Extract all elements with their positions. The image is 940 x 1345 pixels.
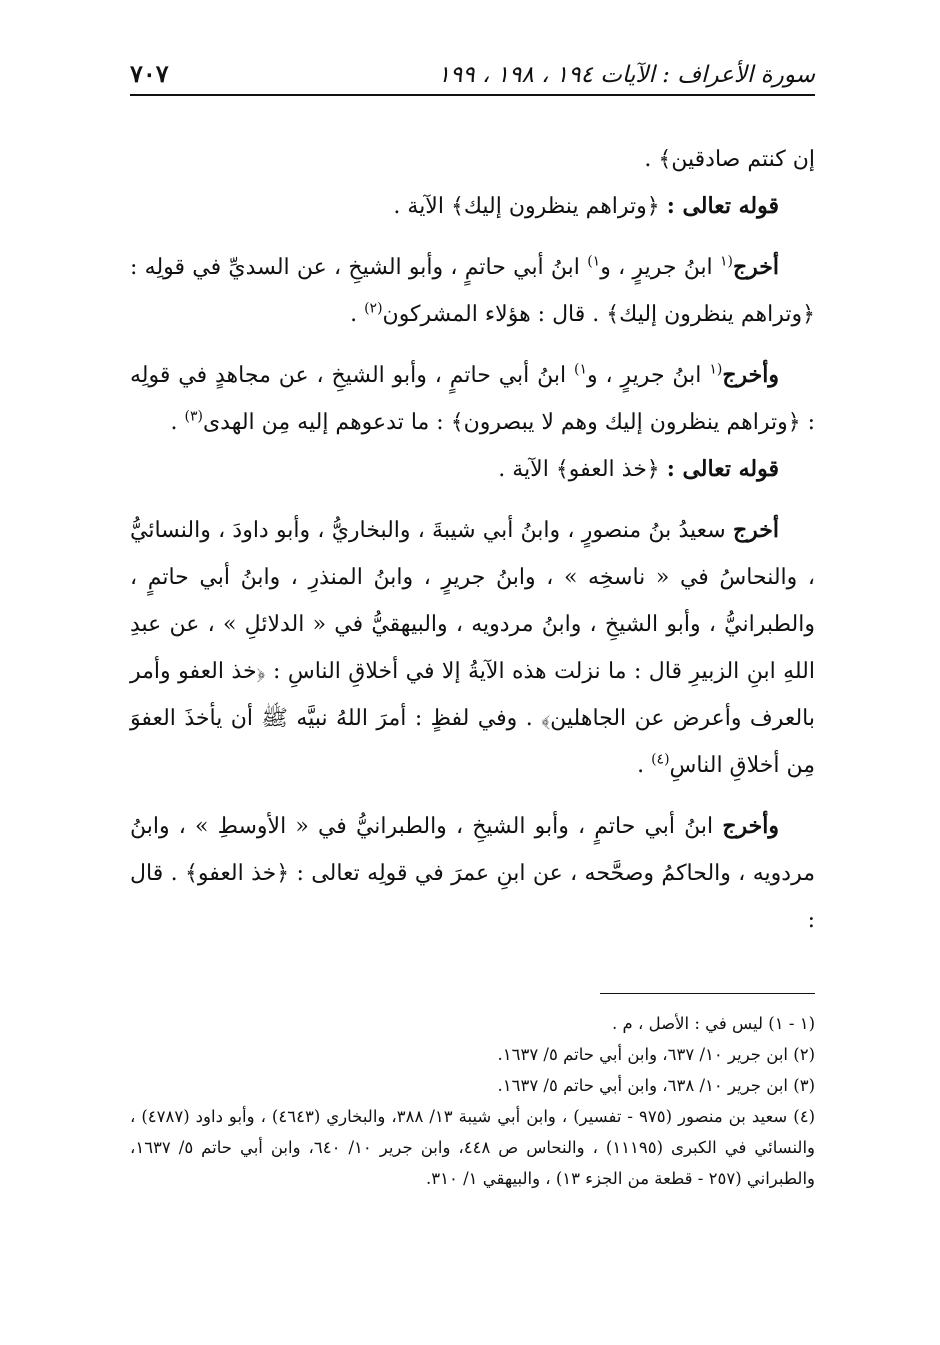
footnote-marker-1-open: (١ bbox=[719, 253, 733, 270]
footnote-divider bbox=[600, 993, 815, 994]
paragraph-6 bbox=[130, 507, 815, 789]
footnote-marker-1-close: ١) bbox=[587, 253, 601, 270]
footnote-marker-1-close-b: ١) bbox=[574, 361, 588, 378]
paragraph-4 bbox=[130, 352, 815, 446]
paragraph-4-text-c: . bbox=[170, 410, 185, 435]
footnote-marker-2: (٢) bbox=[364, 300, 383, 317]
paragraph-6-text-b: . bbox=[637, 753, 652, 778]
paragraph-3-lead: أخرج bbox=[732, 254, 779, 280]
page-number: ٧٠٧ bbox=[130, 59, 169, 88]
paragraph-6-text-a: سعيدُ بنُ منصورٍ ، وابنُ أبي شيبةَ ، والبخاريُّ ، وأبو داودَ ، والنسائيُّ ، والنحاسُ في « ناسخِه » ، وابنُ جريرٍ ، وابنُ المنذرِ ، وابنُ أبي حاتمٍ ، والطبرانيُّ ، وأبو الشيخِ ، وابنُ مردويه ، والبيهقيُّ في « الدلائلِ » ، عن عبدِ اللهِ ابنِ الزبيرِ قال : ما نزلت هذه الآيةُ إلا في أخلاقِ الناسِ : ﴿خذ العفو وأمر بالعرف وأعرض عن الجاهلين﴾ . وفي لفظٍ : أمرَ اللهُ نبيَّه ﷺ أن يأخذَ العفوَ مِن أخلاقِ الناسِ bbox=[130, 518, 815, 778]
page-header bbox=[130, 52, 815, 96]
paragraph-6-lead: أخرج bbox=[732, 517, 779, 543]
paragraph-7 bbox=[130, 803, 815, 944]
footnotes bbox=[130, 1008, 815, 1194]
paragraph-2 bbox=[130, 183, 815, 230]
footnote-marker-4: (٤) bbox=[651, 751, 670, 768]
main-text bbox=[130, 136, 815, 944]
paragraph-5 bbox=[130, 446, 815, 493]
paragraph-7-text: ابنُ أبي حاتمٍ ، وأبو الشيخِ ، والطبرانيُّ في « الأوسطِ » ، وابنُ مردويه ، والحاكمُ وصحَّحه ، عن ابنِ عمرَ في قولِه تعالى : ﴿خذ العفو﴾ . قال : bbox=[130, 814, 815, 933]
paragraph-5-lead: قوله تعالى : bbox=[666, 456, 779, 482]
paragraph-3-text-a: ابنُ جريرٍ ، و bbox=[600, 255, 720, 280]
footnote-marker-3: (٣) bbox=[184, 408, 203, 425]
paragraph-4-text-b: ابنُ أبي حاتمٍ ، وأبو الشيخِ ، عن مجاهدٍ في قولِه : ﴿وتراهم ينظرون إليك وهم لا يبصرون﴾ : ما تدعوهم إليه مِن الهدى bbox=[130, 363, 815, 435]
footnote-4: (٤) سعيد بن منصور (٩٧٥ - تفسير) ، وابن أبي شيبة ١٣/ ٣٨٨، والبخاري (٤٦٤٣) ، وأبو داود (٤٧٨٧) ، والنسائي في الكبرى (١١١٩٥) ، والنحاس ص ٤٤٨، وابن جرير ١٠/ ٦٤٠، وابن أبي حاتم ٥/ ١٦٣٧، والطبراني (٢٥٧ - قطعة من الجزء ١٣) ، والبيهقي ١/ ٣١٠. bbox=[130, 1107, 816, 1188]
paragraph-2-lead: قوله تعالى : bbox=[666, 193, 779, 219]
paragraph-2-text: ﴿وتراهم ينظرون إليك﴾ الآية . bbox=[393, 194, 667, 219]
paragraph-7-lead: وأخرج bbox=[722, 813, 779, 839]
paragraph-5-text: ﴿خذ العفو﴾ الآية . bbox=[498, 457, 667, 482]
footnote-1: (١ - ١) ليس في : الأصل ، م . bbox=[612, 1014, 815, 1033]
footnote-3: (٣) ابن جرير ١٠/ ٦٣٨، وابن أبي حاتم ٥/ ١٦٣٧. bbox=[497, 1076, 815, 1095]
footnote-2: (٢) ابن جرير ١٠/ ٦٣٧، وابن أبي حاتم ٥/ ١٦٣٧. bbox=[497, 1045, 815, 1064]
paragraph-1: إن كنتم صادقين﴾ . bbox=[644, 147, 815, 172]
paragraph-3 bbox=[130, 244, 815, 338]
paragraph-3-text-c: . bbox=[350, 302, 365, 327]
running-title: سورة الأعراف : الآيات ١٩٤ ، ١٩٨ ، ١٩٩ bbox=[437, 62, 815, 88]
footnote-marker-1-open-b: (١ bbox=[709, 361, 723, 378]
paragraph-4-lead: وأخرج bbox=[722, 362, 779, 388]
paragraph-3-text-b: ابنُ أبي حاتمٍ ، وأبو الشيخِ ، عن السديِّ في قولِه : ﴿وتراهم ينظرون إليك﴾ . قال : هؤلاء المشركون bbox=[130, 255, 815, 327]
paragraph-4-text-a: ابنُ جريرٍ ، و bbox=[587, 363, 710, 388]
